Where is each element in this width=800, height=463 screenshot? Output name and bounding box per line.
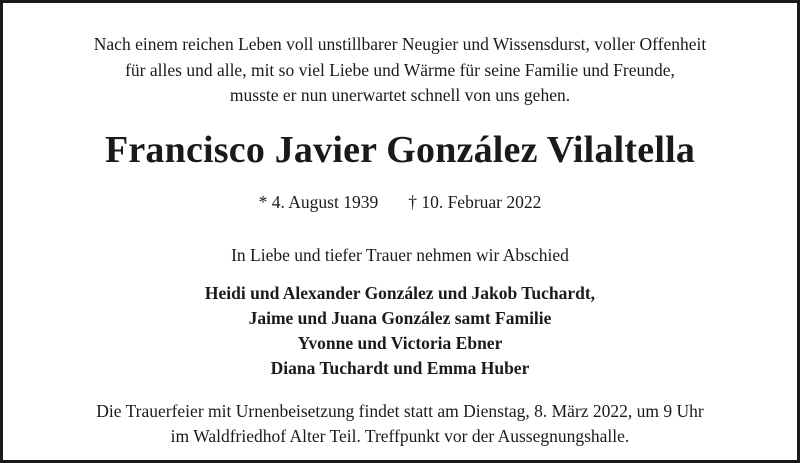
death-date: † 10. Februar 2022 xyxy=(408,192,542,212)
birth-date: * 4. August 1939 xyxy=(258,192,379,212)
service-line-2: im Waldfriedhof Alter Teil. Treffpunkt vor der Aussegnungshalle. xyxy=(170,426,630,446)
deceased-name: Francisco Javier González Vilaltella xyxy=(104,129,696,171)
farewell-text: In Liebe und tiefer Trauer nehmen wir Abschied xyxy=(231,245,569,265)
intro-line-2: für alles und alle, mit so viel Liebe und Wärme für seine Familie und Freunde, xyxy=(125,60,675,80)
intro-line-1: Nach einem reichen Leben voll unstillbarer Neugier und Wissensdurst, voller Offenheit xyxy=(93,34,707,54)
mourner-line: Jaime und Juana González samt Familie xyxy=(248,308,552,328)
life-dates xyxy=(3,192,797,213)
service-line-1: Die Trauerfeier mit Urnenbeisetzung findet statt am Dienstag, 8. März 2022, um 9 Uhr xyxy=(96,401,704,421)
mourner-line: Yvonne und Victoria Ebner xyxy=(297,333,503,353)
mourner-line: Diana Tuchardt und Emma Huber xyxy=(270,358,530,378)
mourner-line: Heidi und Alexander González und Jakob Tuchardt, xyxy=(204,283,596,303)
intro-line-3: musste er nun unerwartet schnell von uns gehen. xyxy=(229,85,571,105)
